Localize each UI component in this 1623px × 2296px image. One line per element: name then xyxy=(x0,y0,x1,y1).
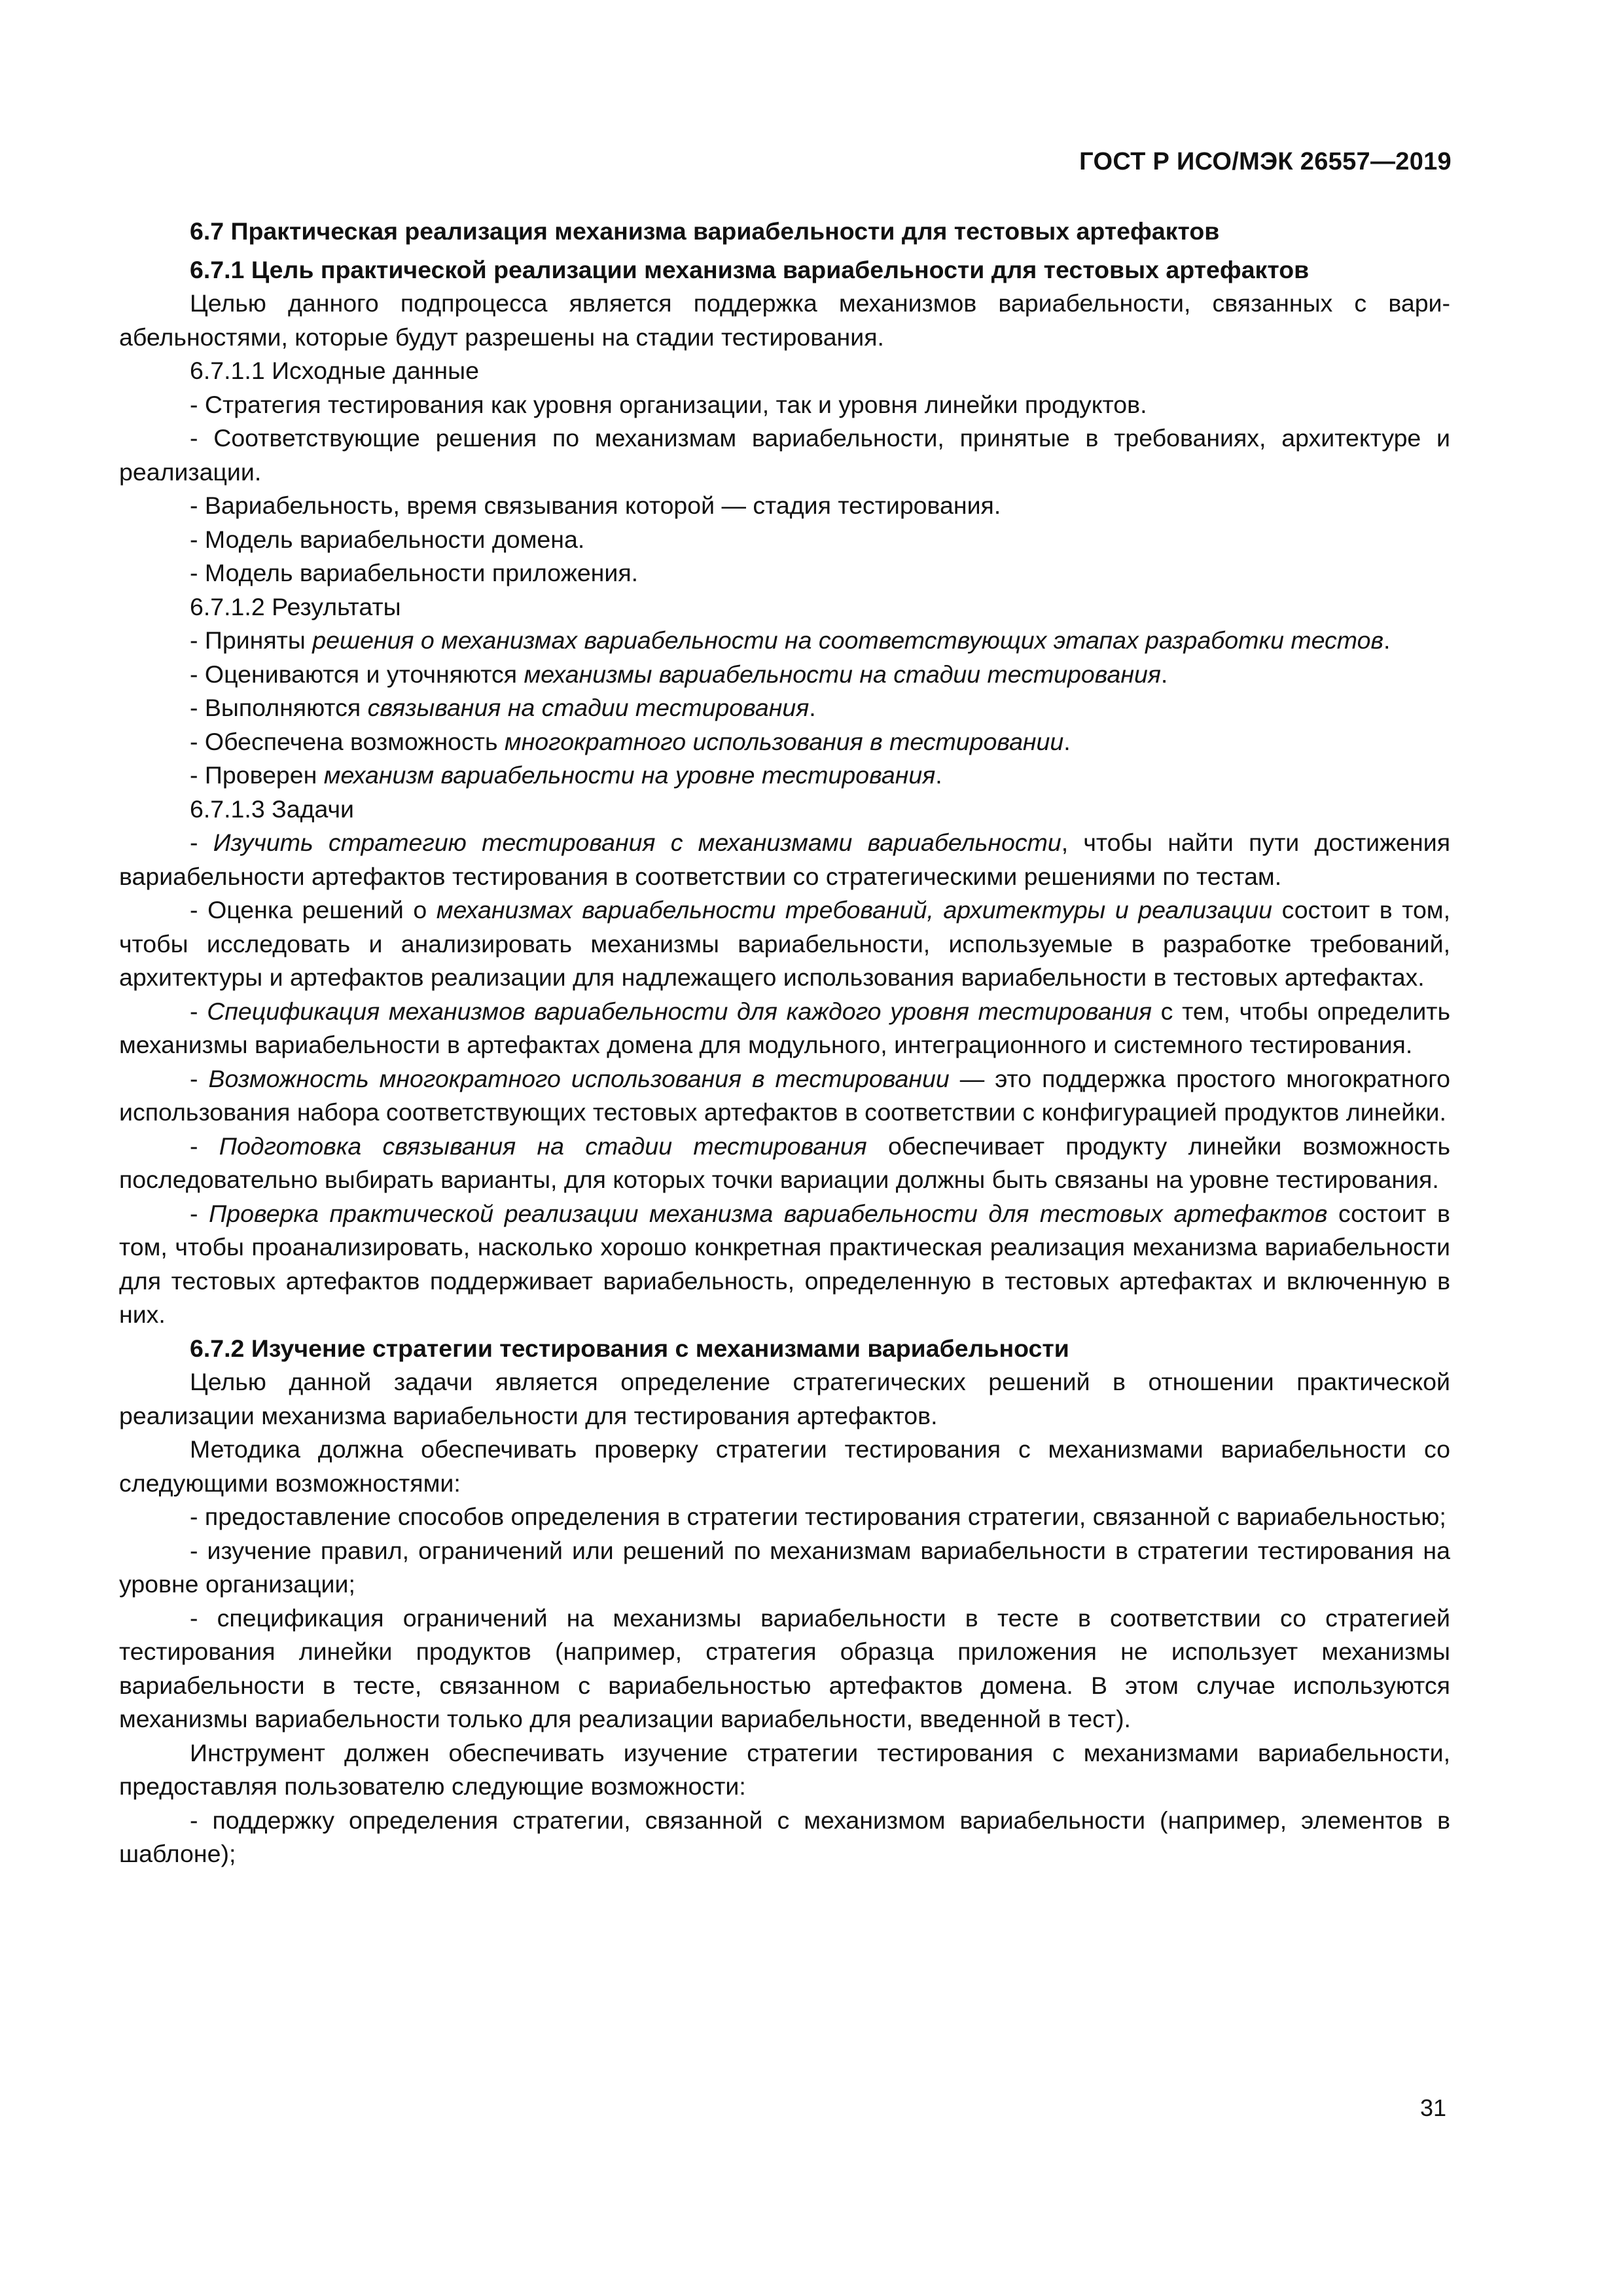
section-heading-6-7-2: 6.7.2 Изучение стратегии тестирования с механизмами вариабельности xyxy=(190,1334,1069,1362)
section-heading-6-7-1: 6.7.1 Цель практической реализации механизма вариабельности для тестовых артефактов xyxy=(190,255,1310,283)
paragraph: Инструмент должен обеспечивать изучение стратегии тестирования с механизмами вариабельности, предоставляя пользователю следующие возможности: xyxy=(119,1738,1450,1800)
list-item: - Модель вариабельности приложения. xyxy=(190,559,639,586)
section-heading-6-7: 6.7 Практическая реализация механизма вариабельности для тестовых артефактов xyxy=(190,217,1220,245)
standard-code: ГОСТ Р ИСО/МЭК 26557—2019 xyxy=(1079,148,1452,175)
list-item: - предоставление способов определения в стратегии тестирования стратегии, связанной с вариабельностью; xyxy=(190,1503,1446,1530)
list-item: - изучение правил, ограничений или решений по механизмам вариабельности в стратегии тестирования на уровне организации; xyxy=(119,1536,1450,1598)
list-item: - Проверен механизм вариабельности на уровне тестирования. xyxy=(190,761,942,789)
list-item: - Вариабельность, время связывания которой — стадия тестирования. xyxy=(190,492,1001,519)
subheading-inputs: 6.7.1.1 Исходные данные xyxy=(190,357,479,384)
list-item: - Соответствующие решения по механизмам вариабельности, принятые в требованиях, архитектуре и реализации. xyxy=(119,424,1450,486)
list-item: - Приняты решения о механизмах вариабельности на соответствующих этапах разработки тестов. xyxy=(190,626,1391,654)
list-item: - Стратегия тестирования как уровня организации, так и уровня линейки продуктов. xyxy=(190,390,1147,418)
list-item: - Выполняются связывания на стадии тестирования. xyxy=(190,694,816,721)
list-item: - Оценка решений о механизмах вариабельности требований, архитектуры и реализации состоит в том, чтобы исследовать и анализировать механизмы вариабельности, используемые в разработке требований, архитектуры и артефактов реализации для надлежащего использования вариабельности в тестовых артефактах. xyxy=(119,896,1451,991)
subheading-results: 6.7.1.2 Результаты xyxy=(190,592,401,620)
subheading-tasks: 6.7.1.3 Задачи xyxy=(190,795,355,823)
list-item: - Проверка практической реализации механизма вариабельности для тестовых артефактов состоит в том, чтобы проанализировать, насколько хорошо конкретная практическая реализация механизма вариабельности для тестовых артефактов поддерживает вариабельность, определенную в тестовых артефактах и включенную в них. xyxy=(119,1199,1450,1328)
paragraph: Целью данного подпроцесса является поддержка механизмов вариабельности, связанных с вариабельностями, которые будут разрешены на стадии тестирования. xyxy=(119,289,1450,351)
paragraph: Методика должна обеспечивать проверку стратегии тестирования с механизмами вариабельности со следующими возможностями: xyxy=(119,1435,1450,1497)
list-item: - Изучить стратегию тестирования с механизмами вариабельности, чтобы найти пути достижения вариабельности артефактов тестирования в соответствии со стратегическими решениями по тестам. xyxy=(119,829,1450,890)
list-item: - спецификация ограничений на механизмы вариабельности в тесте в соответствии со стратегией тестирования линейки продуктов (например, стратегия образца приложения не использует механизмы вариабельности в тесте, связанном с вариабельностью артефактов домена. В этом случае используются механизмы вариабельности только для реализации вариабельности, введенной в тест). xyxy=(119,1604,1450,1732)
page-content xyxy=(119,215,1450,1871)
list-item: - Подготовка связывания на стадии тестирования обеспечивает продукту линейки возможность последовательно выбирать варианты, для которых точки вариации должны быть связаны на уровне тестирования. xyxy=(119,1132,1450,1193)
list-item: - поддержку определения стратегии, связанной с механизмом вариабельности (например, элементов в шаблоне); xyxy=(119,1806,1450,1867)
list-item: - Спецификация механизмов вариабельности для каждого уровня тестирования с тем, чтобы определить механизмы вариабельности в артефактах домена для модульного, интеграционного и системного тестирования. xyxy=(119,997,1450,1058)
list-item: - Модель вариабельности домена. xyxy=(190,525,585,553)
list-item: - Возможность многократного использования в тестировании — это поддержка простого многократного использования набора соответствующих тестовых артефактов в соответствии с конфигурацией продуктов линейки. xyxy=(119,1064,1450,1126)
page-number: 31 xyxy=(1419,2094,1446,2121)
list-item: - Оцениваются и уточняются механизмы вариабельности на стадии тестирования. xyxy=(190,660,1168,688)
list-item: - Обеспечена возможность многократного использования в тестировании. xyxy=(190,727,1071,755)
paragraph: Целью данной задачи является определение стратегических решений в отношении практической реализации механизма вариабельности для тестирования артефактов. xyxy=(119,1368,1450,1429)
